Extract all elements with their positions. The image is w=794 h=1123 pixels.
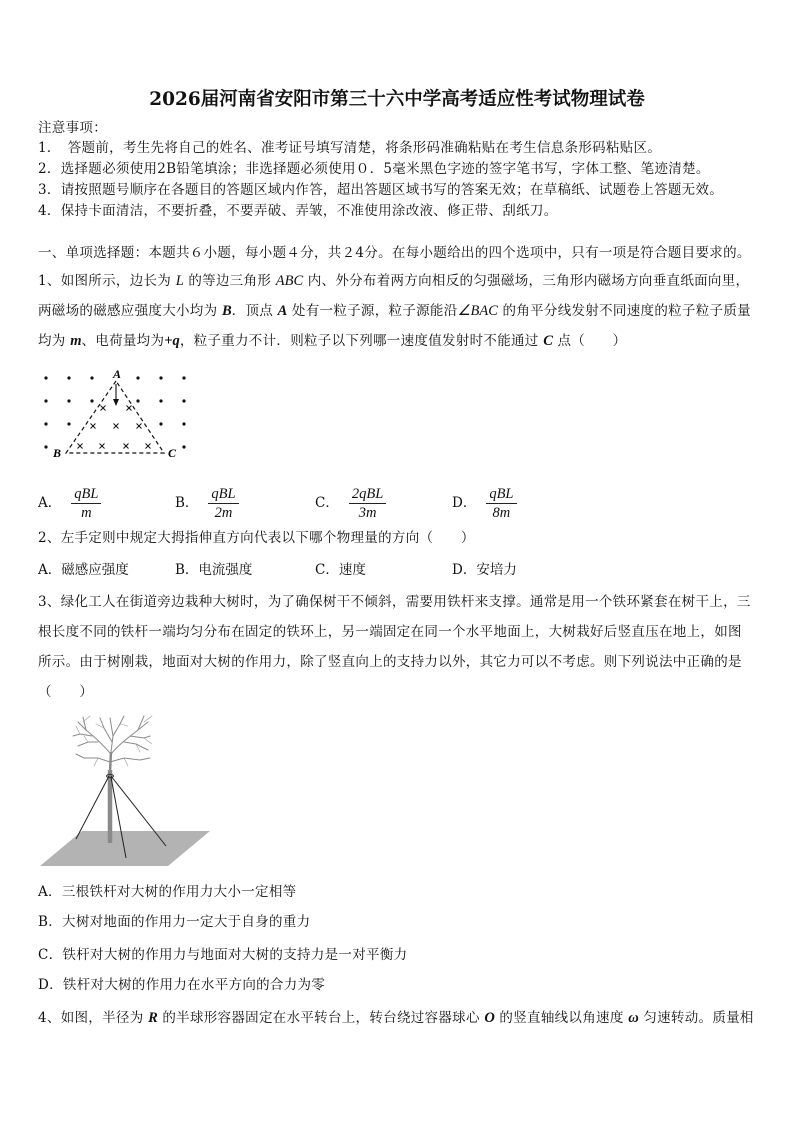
option-fraction bbox=[349, 486, 386, 521]
notice-item-4: 4．保持卡面清洁，不要折叠，不要弄破、弄皱，不准使用涂改液、修正带、刮纸刀。 bbox=[38, 203, 558, 219]
field-dot bbox=[44, 399, 47, 402]
field-cross bbox=[124, 444, 129, 449]
q1-var-a: A bbox=[277, 303, 288, 319]
q4-text: 匀速转动。质量相 bbox=[638, 1010, 754, 1026]
q1-var-angle-bac: ∠BAC bbox=[457, 303, 498, 319]
q3-stem-line-2: 根长度不同的铁杆一端均匀分布在固定的铁环上，另一端固定在同一个水平地面上，大树栽好后竖直压在地上，如图 bbox=[38, 624, 742, 640]
q3-option-a: A．三根铁杆对大树的作用力大小一定相等 bbox=[38, 884, 297, 900]
twig bbox=[124, 758, 128, 766]
q1-text: 点（ ） bbox=[552, 333, 627, 349]
ground-plane bbox=[40, 831, 210, 866]
q1-triangle-field-figure bbox=[38, 362, 200, 466]
field-marks bbox=[44, 376, 185, 448]
q1-option-a bbox=[38, 485, 101, 521]
notice-item-1: 1． 答题前，考生先将自己的姓名、准考证号填写清楚，将条形码准确粘贴在考生信息条形码粘贴区。 bbox=[38, 140, 662, 156]
q1-text: 、电荷量均为 bbox=[81, 333, 165, 349]
field-dot bbox=[136, 376, 139, 379]
field-cross bbox=[146, 444, 151, 449]
q1-text: ，粒子重力不计．则粒子以下列哪一速度值发射时不能通过 bbox=[179, 333, 544, 349]
field-dot bbox=[90, 399, 93, 402]
field-dot bbox=[159, 399, 162, 402]
field-dot bbox=[44, 445, 47, 448]
fraction-numerator: 2qBL bbox=[349, 486, 386, 504]
q1-text: 1、如图所示，边长为 bbox=[38, 273, 176, 289]
field-dot bbox=[182, 422, 185, 425]
field-dot bbox=[44, 376, 47, 379]
section-1-header: 一、单项选择题：本题共６小题，每小题４分，共２4分。在每小题给出的四个选项中，只有一项是符合题目要求的。 bbox=[38, 245, 751, 261]
notice-item-3: 3．请按照题号顺序在各题目的答题区域内作答，超出答题区域书写的答案无效；在草稿纸、试题卷上答题无效。 bbox=[38, 182, 724, 198]
q4-var-r: R bbox=[148, 1010, 158, 1026]
q4-var-o: O bbox=[484, 1010, 495, 1026]
option-letter: B． bbox=[175, 495, 199, 511]
q3-stem-line-4: （ ） bbox=[38, 684, 94, 700]
option-fraction bbox=[208, 486, 238, 521]
q1-stem-line-1 bbox=[38, 272, 749, 290]
twig bbox=[144, 716, 152, 722]
field-dot bbox=[67, 376, 70, 379]
fraction-numerator: qBL bbox=[208, 486, 238, 504]
q1-var-l: L bbox=[175, 273, 184, 289]
option-fraction bbox=[486, 486, 516, 521]
branch bbox=[76, 754, 110, 762]
q3-tree-support-figure bbox=[40, 712, 212, 868]
q1-text: 内、外分布着两方向相反的匀强磁场，三角形内磁场方向垂直纸面向里， bbox=[303, 273, 750, 289]
q4-text: 4、如图，半径为 bbox=[38, 1010, 149, 1026]
q3-stem-line-1: 3、绿化工人在街道旁边栽种大树时，为了确保树干不倾斜，需要用铁杆来支撑。通常是用一个铁环紧套在树干上，三 bbox=[38, 594, 751, 610]
q2-option-b: B．电流强度 bbox=[175, 562, 253, 578]
twig bbox=[83, 716, 90, 722]
field-dot bbox=[67, 422, 70, 425]
triangle-abc-dashed bbox=[66, 381, 164, 453]
option-letter: D． bbox=[452, 495, 477, 511]
q1-text: 的角平分线发射不同速度的粒子粒子质量 bbox=[497, 303, 751, 319]
field-dot bbox=[90, 376, 93, 379]
q4-text: 的半球形容器固定在水平转台上，转台绕过容器球心 bbox=[157, 1010, 485, 1026]
field-cross bbox=[114, 424, 119, 429]
branch bbox=[78, 742, 98, 746]
option-letter: A． bbox=[38, 495, 62, 511]
field-dot bbox=[159, 422, 162, 425]
q2-option-c: C．速度 bbox=[315, 562, 366, 578]
q3-stem-line-3: 所示。由于树刚栽，地面对大树的作用力，除了竖直向上的支持力以外，其它力可以不考虑。则下列说法中正确的是 bbox=[38, 654, 742, 670]
twig bbox=[94, 758, 98, 766]
q1-option-c bbox=[315, 485, 386, 521]
field-cross bbox=[137, 424, 142, 429]
q4-var-omega: ω bbox=[628, 1010, 639, 1026]
notice-item-2: 2．选择题必须使用2B铅笔填涂；非选择题必须使用０．5毫米黑色字迹的签字笔书写，字体工整、笔迹清楚。 bbox=[38, 161, 710, 177]
q1-var-abc: ABC bbox=[275, 273, 304, 289]
twig bbox=[120, 724, 128, 726]
q2-stem: 2、左手定则中规定大拇指伸直方向代表以下哪个物理量的方向（ ） bbox=[38, 530, 475, 546]
q1-var-c: C bbox=[543, 333, 553, 349]
q3-option-c: C．铁杆对大树的作用力与地面对大树的支持力是一对平衡力 bbox=[38, 947, 408, 963]
q1-var-b: B bbox=[222, 303, 232, 319]
field-cross bbox=[78, 444, 83, 449]
option-fraction bbox=[71, 486, 101, 521]
q3-option-d: D．铁杆对大树的作用力在水平方向的合力为零 bbox=[38, 977, 326, 993]
option-letter: C． bbox=[315, 495, 339, 511]
fraction-denominator: 2m bbox=[214, 504, 233, 521]
field-dot bbox=[159, 376, 162, 379]
source-arrow-icon bbox=[113, 384, 119, 406]
field-cross bbox=[127, 406, 132, 411]
fraction-denominator: m bbox=[81, 504, 92, 521]
q1-option-d bbox=[452, 485, 517, 521]
branch bbox=[124, 742, 148, 750]
twig bbox=[84, 736, 88, 742]
twig bbox=[76, 726, 80, 734]
field-cross bbox=[101, 406, 106, 411]
field-dot bbox=[44, 422, 47, 425]
q1-text: 处有一粒子源，粒子源能沿 bbox=[287, 303, 458, 319]
branch bbox=[110, 758, 150, 762]
q2-option-d: D．安培力 bbox=[452, 562, 517, 578]
q1-text: 的等边三角形 bbox=[183, 273, 276, 289]
fraction-denominator: 8m bbox=[492, 504, 511, 521]
exam-title: 2026届河南省安阳市第三十六中学高考适应性考试物理试卷 bbox=[149, 89, 645, 110]
arrow-head bbox=[113, 399, 119, 406]
q1-text: 两磁场的磁感应强度大小均为 bbox=[38, 303, 222, 319]
q1-stem-line-2 bbox=[38, 302, 751, 320]
q1-text: ．顶点 bbox=[231, 303, 278, 319]
branch bbox=[113, 716, 124, 736]
vertex-label-a: A bbox=[112, 367, 122, 381]
field-dot bbox=[182, 399, 185, 402]
field-dot bbox=[182, 376, 185, 379]
q1-var-q: +q bbox=[164, 333, 180, 349]
vertex-label-c: C bbox=[167, 446, 177, 460]
fraction-numerator: qBL bbox=[486, 486, 516, 504]
q1-option-b bbox=[175, 485, 239, 521]
field-cross bbox=[100, 444, 105, 449]
fraction-numerator: qBL bbox=[71, 486, 101, 504]
q1-var-m: m bbox=[70, 333, 82, 349]
field-cross bbox=[91, 424, 96, 429]
q1-stem-line-3 bbox=[38, 332, 626, 350]
q2-option-a: A．磁感应强度 bbox=[38, 562, 129, 578]
twig bbox=[144, 738, 152, 744]
branch bbox=[110, 718, 113, 752]
notice-heading: 注意事项： bbox=[38, 120, 107, 136]
q3-option-b: B．大树对地面的作用力一定大于自身的重力 bbox=[38, 914, 311, 930]
q4-text: 的竖直轴线以角速度 bbox=[494, 1010, 629, 1026]
field-dot bbox=[67, 399, 70, 402]
field-dot bbox=[136, 399, 139, 402]
branch bbox=[73, 734, 92, 736]
fraction-denominator: 3m bbox=[358, 504, 377, 521]
q4-stem-line-1 bbox=[38, 1009, 754, 1027]
q1-text: 均为 bbox=[38, 333, 71, 349]
branch bbox=[130, 736, 150, 738]
iron-rod bbox=[76, 776, 109, 839]
vertex-label-b: B bbox=[52, 446, 62, 460]
field-dot bbox=[182, 445, 185, 448]
